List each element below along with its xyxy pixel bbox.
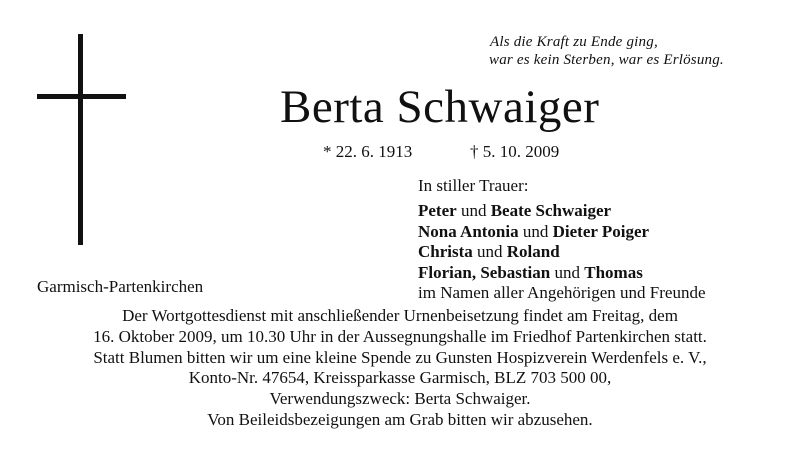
mourner-name: Thomas <box>584 262 643 282</box>
details-line-6: Von Beileidsbezeigungen am Grab bitten wir abzusehen. <box>207 409 593 429</box>
details-line-5: Verwendungszweck: Berta Schwaiger. <box>269 389 531 409</box>
details-line-2: 16. Oktober 2009, um 10.30 Uhr in der Aussegnungshalle im Friedhof Partenkirchen statt. <box>93 326 707 346</box>
mourning-intro: In stiller Trauer: <box>418 176 529 195</box>
details-line-3: Statt Blumen bitten wir um eine kleine Spende zu Gunsten Hospizverein Werdenfels e. V., <box>93 347 707 367</box>
mourner-name: Christa <box>418 242 473 261</box>
cross-vertical-bar <box>78 34 83 245</box>
funeral-details <box>20 306 780 431</box>
details-line-4: Konto-Nr. 47654, Kreissparkasse Garmisch, BLZ 703 500 00, <box>188 368 612 388</box>
mourners-closing-line: im Namen aller Angehörigen und Freunde <box>418 283 706 302</box>
mourner-name: Peter <box>418 201 457 220</box>
mourner-line <box>418 201 706 222</box>
mourner-conjunction: und <box>518 221 553 241</box>
details-line-1: Der Wortgottesdienst mit anschließender Urnenbeisetzung findet am Freitag, dem <box>122 306 678 325</box>
mourner-name: Nona Antonia <box>418 221 519 241</box>
birth-date: * 22. 6. 1913 <box>323 142 413 161</box>
mourners-list <box>418 201 706 304</box>
motto-quote <box>470 33 770 69</box>
mourner-line <box>418 263 706 284</box>
mourner-line <box>418 242 706 263</box>
cross-horizontal-bar <box>37 94 126 99</box>
mourner-name: Florian, Sebastian <box>418 262 551 282</box>
mourner-conjunction: und <box>550 262 585 282</box>
motto-line-1: Als die Kraft zu Ende ging, <box>490 34 658 50</box>
motto-line-2: war es kein Sterben, war es Erlösung. <box>489 52 724 68</box>
death-date: † 5. 10. 2009 <box>470 142 560 161</box>
mourner-conjunction: und <box>456 201 491 220</box>
mourner-name: Beate Schwaiger <box>490 201 612 220</box>
mourner-name: Dieter Poiger <box>552 221 650 241</box>
mourner-conjunction: und <box>472 242 507 261</box>
deceased-name: Berta Schwaiger <box>280 81 600 133</box>
place-name: Garmisch-Partenkirchen <box>37 277 204 296</box>
mourner-name: Roland <box>506 242 560 261</box>
mourner-line <box>418 222 706 243</box>
